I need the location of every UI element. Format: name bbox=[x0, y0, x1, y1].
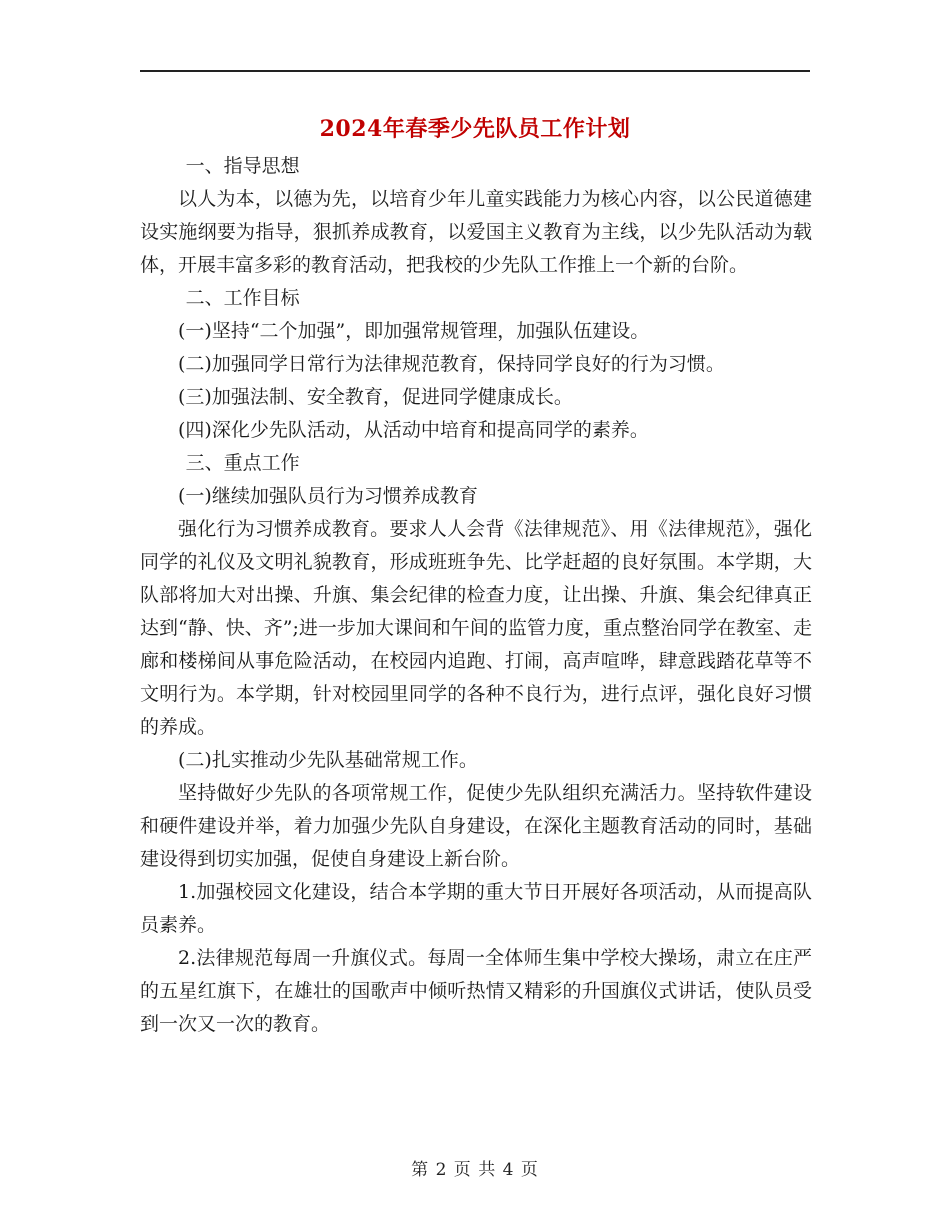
section-heading-guiding-ideology: 一、指导思想 bbox=[185, 155, 300, 177]
page-footer: 第 2 页 共 4 页 bbox=[411, 1160, 539, 1180]
goal-item-2: (二)加强同学日常行为法律规范教育，保持同学良好的行为习惯。 bbox=[178, 353, 725, 375]
numbered-item-1: 1.加强校园文化建设，结合本学期的重大节日开展好各项活动，从而提高队员素养。 bbox=[140, 881, 812, 936]
subsection-heading-habits: (一)继续加强队员行为习惯养成教育 bbox=[178, 485, 478, 507]
paragraph-routine-work: 坚持做好少先队的各项常规工作，促使少先队组织充满活力。坚持软件建设和硬件建设并举，着力加强少先队自身建设，在深化主题教育活动的同时，基础建设得到切实加强，促使自身建设上新台阶。 bbox=[140, 782, 812, 870]
document-title: 2024年春季少先队员工作计划 bbox=[319, 116, 631, 142]
section-heading-key-work: 三、重点工作 bbox=[185, 452, 300, 474]
paragraph-habits: 强化行为习惯养成教育。要求人人会背《法律规范》、用《法律规范》，强化同学的礼仪及文明礼貌教育，形成班班争先、比学赶超的良好氛围。本学期，大队部将加大对出操、升旗、集会纪律的检查力度，让出操、升旗、集会纪律真正达到“静、快、齐”;进一步加大课间和午间的监管力度，重点整治同学在教室、走廊和楼梯间从事危险活动，在校园内追跑、打闹，高声喧哗，肆意践踏花草等不文明行为。本学期，针对校园里同学的各种不良行为，进行点评，强化良好习惯的养成。 bbox=[140, 518, 812, 738]
header-rule bbox=[140, 70, 810, 72]
goal-item-3: (三)加强法制、安全教育，促进同学健康成长。 bbox=[178, 386, 573, 408]
document-body bbox=[140, 150, 812, 1041]
section-heading-work-goals: 二、工作目标 bbox=[185, 287, 300, 309]
numbered-item-2: 2.法律规范每周一升旗仪式。每周一全体师生集中学校大操场，肃立在庄严的五星红旗下，在雄壮的国歌声中倾听热情又精彩的升国旗仪式讲话，使队员受到一次又一次的教育。 bbox=[140, 947, 812, 1035]
paragraph-guiding-ideology: 以人为本，以德为先，以培育少年儿童实践能力为核心内容，以公民道德建设实施纲要为指导，狠抓养成教育，以爱国主义教育为主线，以少先队活动为载体，开展丰富多彩的教育活动，把我校的少先队工作推上一个新的台阶。 bbox=[140, 188, 812, 276]
subsection-heading-routine-work: (二)扎实推动少先队基础常规工作。 bbox=[178, 749, 478, 771]
goal-item-1: (一)坚持“二个加强”，即加强常规管理，加强队伍建设。 bbox=[178, 320, 650, 342]
goal-item-4: (四)深化少先队活动，从活动中培育和提高同学的素养。 bbox=[178, 419, 649, 441]
